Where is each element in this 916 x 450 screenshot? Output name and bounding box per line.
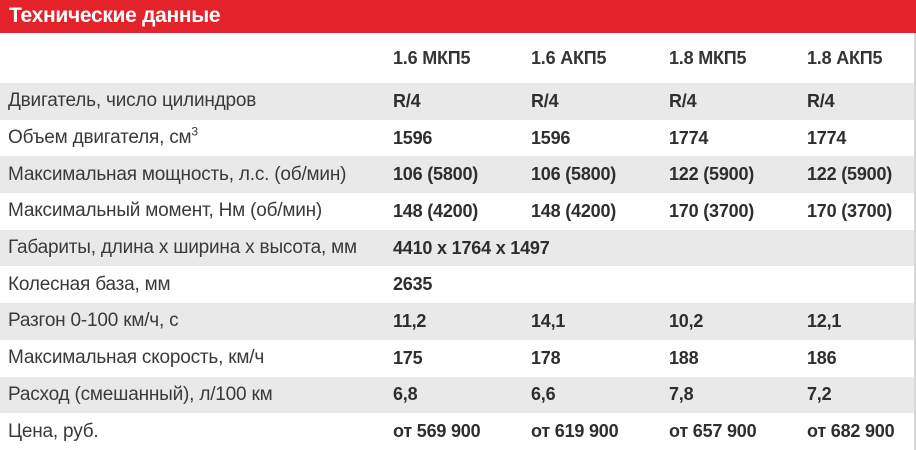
table-row	[0, 83, 914, 120]
row-value: 148 (4200)	[393, 200, 479, 221]
row-value: 6,6	[523, 377, 661, 414]
table-title: Технические данные	[9, 3, 221, 27]
specs-table	[0, 33, 914, 450]
row-value: 14,1	[523, 303, 661, 340]
row-value: 10,2	[661, 303, 799, 340]
table-title-bar	[0, 0, 916, 33]
row-value: 186	[807, 347, 837, 368]
row-label: Расход (смешанный), л/100 км	[0, 377, 385, 414]
row-label: Разгон 0-100 км/ч, с	[0, 303, 385, 340]
table-row	[0, 193, 914, 230]
specs-table-header	[0, 33, 914, 83]
table-row	[0, 120, 914, 157]
row-value: 178	[531, 347, 561, 368]
row-value: 188	[669, 347, 699, 368]
label-superscript: 3	[191, 124, 198, 139]
table-row	[0, 230, 914, 267]
row-value: 170 (3700)	[669, 200, 755, 221]
row-value: 148 (4200)	[531, 200, 617, 221]
row-value: R/4	[523, 83, 661, 120]
row-value: 11,2	[385, 303, 523, 340]
table-row	[0, 340, 914, 377]
row-value: 122 (5900)	[661, 156, 799, 193]
table-row	[0, 303, 914, 340]
row-label: Объем двигателя, $см^3$	[8, 124, 198, 149]
row-value: 170 (3700)	[807, 200, 893, 221]
row-value: 1596	[531, 127, 571, 148]
column-header-4: 1.8 АКП5	[799, 33, 914, 83]
specs-table-area	[0, 33, 916, 450]
row-value: от 682 900	[807, 421, 895, 442]
specs-table-body	[0, 83, 914, 450]
row-value: R/4	[385, 83, 523, 120]
row-value: 122 (5900)	[799, 156, 914, 193]
column-header-1: 1.6 МКП5	[385, 33, 523, 83]
row-value: 7,8	[661, 377, 799, 414]
row-value: от 569 900	[393, 421, 481, 442]
column-header-2: 1.6 АКП5	[523, 33, 661, 83]
row-value: 175	[393, 347, 423, 368]
row-label: Двигатель, число цилиндров	[0, 83, 385, 120]
table-row	[0, 266, 914, 303]
row-value: R/4	[661, 83, 799, 120]
row-value: 1596	[393, 127, 433, 148]
row-label: Максимальная мощность, л.с. (об/мин)	[0, 156, 385, 193]
row-value: 2635	[393, 274, 433, 295]
table-row	[0, 377, 914, 414]
row-label: Максимальная скорость, км/ч	[8, 347, 265, 369]
column-header-row	[0, 33, 914, 83]
table-row	[0, 156, 914, 193]
row-value: 1774	[807, 127, 847, 148]
row-label: Цена, руб.	[8, 420, 99, 442]
row-label: Колесная база, мм	[8, 273, 171, 295]
row-value: 6,8	[385, 377, 523, 414]
table-row	[0, 413, 914, 450]
header-spacer-cell	[0, 33, 385, 83]
row-value: 12,1	[799, 303, 914, 340]
row-value: 7,2	[799, 377, 914, 414]
column-header-3: 1.8 МКП5	[661, 33, 799, 83]
row-value: 1774	[669, 127, 709, 148]
row-value: 106 (5800)	[523, 156, 661, 193]
row-value: 4410 x 1764 x 1497	[385, 230, 914, 267]
row-value: R/4	[799, 83, 914, 120]
row-value: 106 (5800)	[385, 156, 523, 193]
row-value: от 657 900	[669, 421, 757, 442]
row-label: Габариты, длина x ширина x высота, мм	[0, 230, 385, 267]
row-label: Максимальный момент, Нм (об/мин)	[8, 200, 323, 222]
row-value: от 619 900	[531, 421, 619, 442]
